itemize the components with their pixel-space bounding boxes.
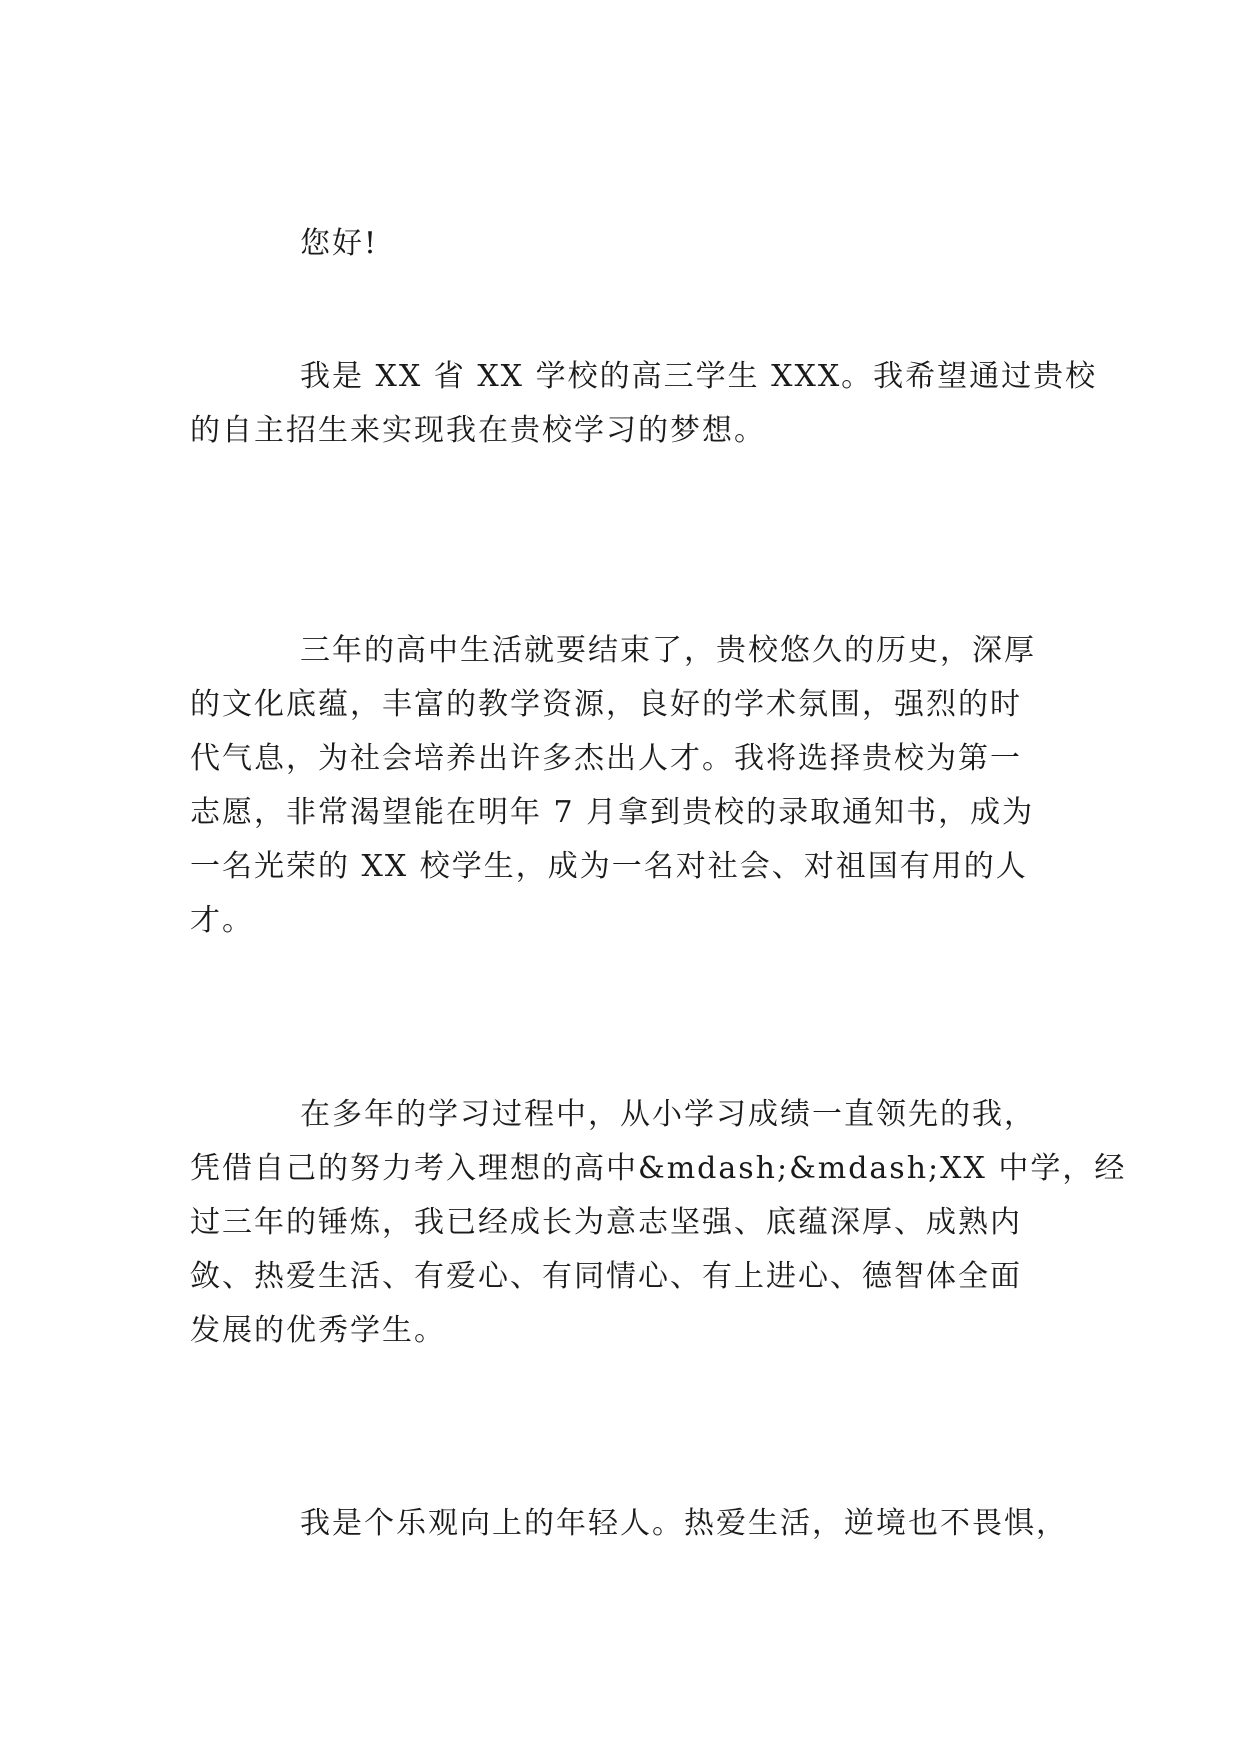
paragraph-2-line-5: 一名光荣的 XX 校学生，成为一名对社会、对祖国有用的人 <box>190 849 1028 884</box>
paragraph-3-line-5: 发展的优秀学生。 <box>190 1313 446 1348</box>
paragraph-2-line-6: 才。 <box>190 903 254 938</box>
paragraph-2-line-1: 三年的高中生活就要结束了，贵校悠久的历史，深厚 <box>300 633 1036 668</box>
paragraph-2-line-2: 的文化底蕴，丰富的教学资源，良好的学术氛围，强烈的时 <box>190 687 1022 722</box>
paragraph-1-line-1: 我是 XX 省 XX 学校的高三学生 XXX。我希望通过贵校 <box>300 359 1098 394</box>
paragraph-2-line-3: 代气息，为社会培养出许多杰出人才。我将选择贵校为第一 <box>190 741 1022 776</box>
paragraph-2-line-4: 志愿，非常渴望能在明年 7 月拿到贵校的录取通知书，成为 <box>190 795 1035 830</box>
paragraph-1-line-2: 的自主招生来实现我在贵校学习的梦想。 <box>190 413 766 448</box>
paragraph-3-line-1: 在多年的学习过程中，从小学习成绩一直领先的我， <box>300 1097 1036 1132</box>
paragraph-3-line-2: 凭借自己的努力考入理想的高中&mdash;&mdash;XX 中学，经 <box>190 1151 1127 1186</box>
paragraph-3-line-3: 过三年的锤炼，我已经成长为意志坚强、底蕴深厚、成熟内 <box>190 1205 1022 1240</box>
greeting: 您好! <box>300 226 379 261</box>
paragraph-4-line-1: 我是个乐观向上的年轻人。热爱生活，逆境也不畏惧， <box>300 1506 1068 1541</box>
paragraph-3-line-4: 敛、热爱生活、有爱心、有同情心、有上进心、德智体全面 <box>190 1259 1022 1294</box>
